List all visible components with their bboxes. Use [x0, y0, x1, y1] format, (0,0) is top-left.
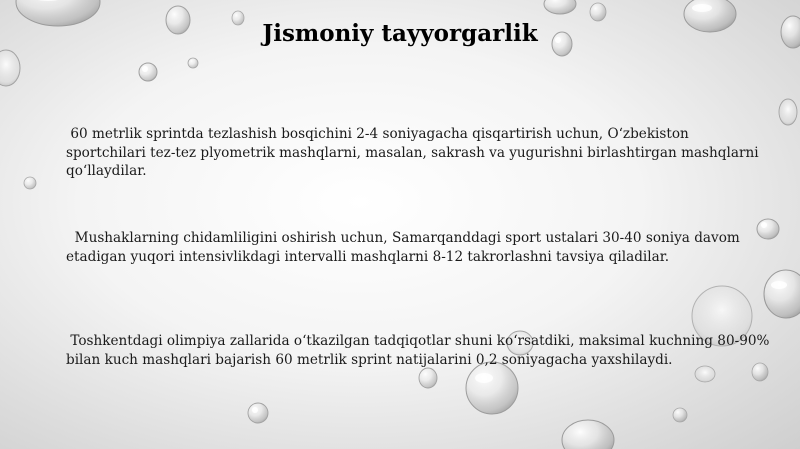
droplet	[248, 403, 268, 423]
droplet	[673, 408, 687, 422]
droplet	[779, 99, 797, 125]
droplet	[590, 3, 606, 21]
droplet	[466, 362, 518, 414]
paragraph-endurance: Mushaklarning chidamliligini oshirish uchun, Samarqanddagi sport ustalari 30-40 soniya davom etadigan yuqori intensivlikdagi intervalli mashqlarni 8-12 takrorlashni tavsiya qiladilar.	[66, 230, 745, 265]
droplet	[0, 50, 20, 86]
droplet	[562, 420, 614, 449]
slide-title: Jismoniy tayyorgarlik	[262, 20, 538, 47]
droplet	[544, 0, 576, 14]
droplet	[188, 58, 198, 68]
droplet	[419, 368, 437, 388]
droplet	[24, 177, 36, 189]
paragraph-plyometric: 60 metrlik sprintda tezlashish bosqichini 2-4 soniyagacha qisqartirish uchun, O‘zbekiston sportchilari tez-tez plyometrik mashqlarni, masalan, sakrash va yugurishni birlashtirgan mashqlarni qo‘llaydilar.	[66, 126, 763, 179]
paragraph-strength-research: Toshkentdagi olimpiya zallarida o‘tkazilgan tadqiqotlar shuni ko‘rsatdiki, maksimal kuchning 80-90% bilan kuch mashqlari bajarish 60 metrlik sprint natijalarini 0,2 soniyagacha yaxshilaydi.	[66, 333, 774, 368]
droplet	[139, 63, 157, 81]
droplet	[764, 270, 800, 318]
